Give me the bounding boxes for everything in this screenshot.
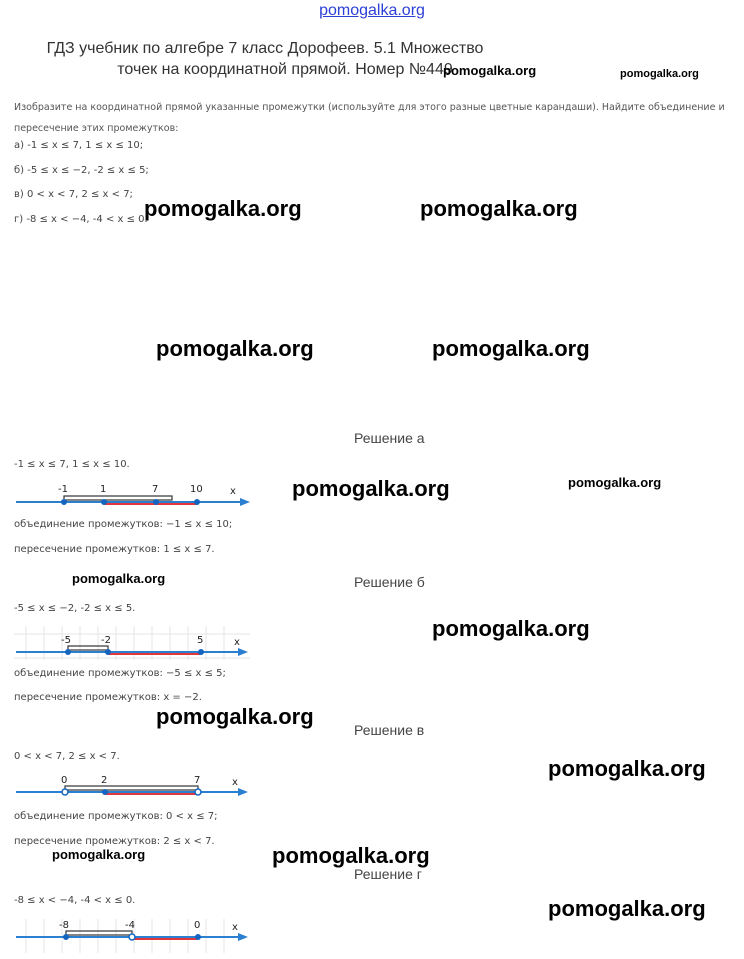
- point: [101, 499, 107, 505]
- watermark: pomogalka.org: [156, 704, 314, 729]
- point: [198, 649, 204, 655]
- point: [195, 934, 201, 940]
- axis-label: x: [232, 777, 238, 788]
- point: [63, 934, 69, 940]
- axis-arrow: [238, 788, 248, 796]
- open-point: [195, 789, 201, 795]
- open-point: [62, 789, 68, 795]
- tick-label: 0: [194, 920, 201, 931]
- point: [61, 499, 67, 505]
- task-item-c: в) 0 < x < 7, 2 ≤ x < 7;: [14, 189, 133, 200]
- solution-c-condition: 0 < x < 7, 2 ≤ x < 7.: [14, 751, 120, 762]
- watermark: pomogalka.org: [272, 843, 430, 868]
- tick-label: 7: [152, 484, 159, 495]
- tick-label: 7: [194, 775, 201, 786]
- solution-b-heading: Решение б: [354, 574, 425, 590]
- tick-label: -5: [61, 635, 71, 646]
- solution-d-heading: Решение г: [354, 866, 422, 882]
- interval-first: [68, 646, 108, 650]
- tick-label: 5: [197, 635, 204, 646]
- point: [194, 499, 200, 505]
- watermark: pomogalka.org: [548, 896, 706, 921]
- point: [105, 649, 111, 655]
- title-line-1: ГДЗ учебник по алгебре 7 класс Дорофеев. 5.1 Множество: [46, 40, 484, 57]
- axis-label: x: [232, 922, 238, 933]
- watermark: pomogalka.org: [443, 63, 537, 78]
- watermark: pomogalka.org: [52, 847, 146, 862]
- site-link[interactable]: pomogalka.org: [319, 2, 425, 19]
- task-text: Изобразите на координатной прямой указанные промежутки (используйте для этого разные цветные карандаши). Найдите объединение и пересечение этих промежутков:: [14, 102, 725, 134]
- solution-a-heading: Решение а: [354, 430, 425, 446]
- watermark: pomogalka.org: [144, 196, 302, 221]
- task-item-a: а) -1 ≤ x ≤ 7, 1 ≤ x ≤ 10;: [14, 140, 144, 151]
- watermark: pomogalka.org: [548, 756, 706, 781]
- axis-arrow: [238, 648, 248, 656]
- solution-b-intersection: пересечение промежутков: x = −2.: [14, 692, 202, 703]
- tick-label: 1: [100, 484, 107, 495]
- point: [153, 499, 159, 505]
- solution-c-intersection: пересечение промежутков: 2 ≤ x < 7.: [14, 836, 215, 847]
- axis-arrow: [238, 933, 248, 941]
- solution-b-condition: -5 ≤ x ≤ −2, -2 ≤ x ≤ 5.: [14, 603, 136, 614]
- watermark: pomogalka.org: [432, 336, 590, 361]
- number-line-c: [14, 770, 254, 804]
- watermark: pomogalka.org: [568, 475, 662, 490]
- solution-c-heading: Решение в: [354, 722, 425, 738]
- number-line-a: [14, 478, 254, 512]
- tick-label: -2: [101, 635, 111, 646]
- solution-a-union: объединение промежутков: −1 ≤ x ≤ 10;: [14, 519, 233, 530]
- watermark: pomogalka.org: [432, 616, 590, 641]
- tick-label: -1: [58, 484, 68, 495]
- watermark: pomogalka.org: [292, 476, 450, 501]
- solution-d-condition: -8 ≤ x < −4, -4 < x ≤ 0.: [14, 895, 136, 906]
- tick-label: -4: [125, 920, 135, 931]
- point: [65, 649, 71, 655]
- interval-first: [66, 931, 132, 935]
- point: [102, 789, 108, 795]
- tick-label: 0: [61, 775, 68, 786]
- tick-label: 2: [101, 775, 108, 786]
- interval-first: [65, 786, 198, 790]
- solution-a-intersection: пересечение промежутков: 1 ≤ x ≤ 7.: [14, 544, 215, 555]
- solution-b-union: объединение промежутков: −5 ≤ x ≤ 5;: [14, 668, 226, 679]
- title-line-2: точек на координатной прямой. Номер №449: [117, 61, 453, 78]
- watermark: pomogalka.org: [156, 336, 314, 361]
- axis-arrow: [240, 498, 250, 506]
- watermark: pomogalka.org: [420, 196, 578, 221]
- number-line-b: [14, 622, 254, 662]
- number-line-d: [14, 915, 254, 955]
- open-point: [129, 934, 135, 940]
- tick-label: -8: [59, 920, 69, 931]
- watermark: pomogalka.org: [72, 571, 166, 586]
- axis-label: x: [230, 486, 236, 497]
- axis-label: x: [234, 637, 240, 648]
- task-item-d: г) -8 ≤ x < −4, -4 < x ≤ 0.: [14, 214, 148, 225]
- task-item-b: б) -5 ≤ x ≤ −2, -2 ≤ x ≤ 5;: [14, 165, 149, 176]
- tick-label: 10: [190, 484, 203, 495]
- watermark: pomogalka.org: [620, 68, 699, 80]
- solution-c-union: объединение промежутков: 0 < x ≤ 7;: [14, 811, 218, 822]
- solution-a-condition: -1 ≤ x ≤ 7, 1 ≤ x ≤ 10.: [14, 459, 130, 470]
